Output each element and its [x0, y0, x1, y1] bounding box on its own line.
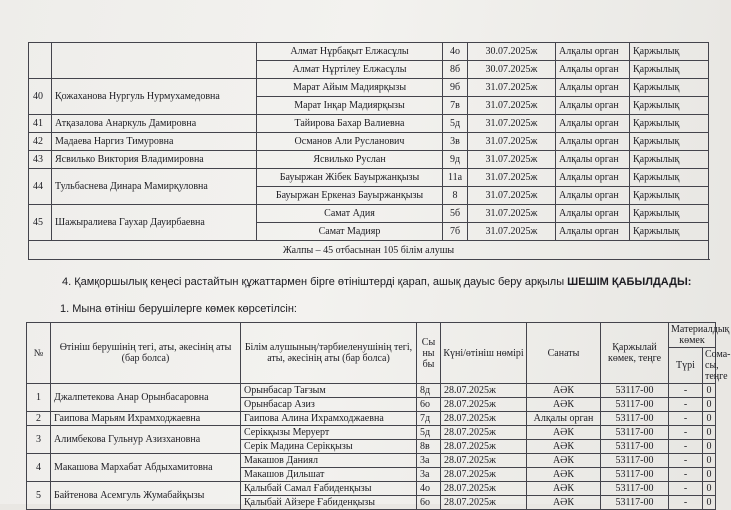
child-name: Алмат Нұртілеу Елжасұлы: [257, 61, 443, 79]
date-cell: 28.07.2025ж: [441, 468, 527, 482]
table-row: [27, 482, 716, 496]
help-type-cell: Қаржылық: [630, 43, 709, 61]
help-type-cell: Қаржылық: [630, 97, 709, 115]
category-cell: Алқалы орган: [556, 151, 630, 169]
help-type-cell: Қаржылық: [630, 79, 709, 97]
class-cell: 5б: [443, 205, 468, 223]
category-cell: Алқалы орган: [556, 205, 630, 223]
class-cell: 6о: [417, 496, 441, 510]
financial-cell: 53117-00: [601, 440, 669, 454]
applicant-name: Алимбекова Гульнур Азизхановна: [51, 426, 241, 454]
financial-cell: 53117-00: [601, 482, 669, 496]
student-name: Қалыбай Айзере Ғабиденқызы: [241, 496, 417, 510]
class-cell: 7в: [443, 97, 468, 115]
material-amount-cell: 0: [703, 454, 716, 468]
class-cell: 8: [443, 187, 468, 205]
table-row: [29, 79, 709, 97]
help-type-cell: Қаржылық: [630, 169, 709, 187]
parent-name: Қожаханова Нургуль Нурмухамедовна: [52, 79, 257, 115]
material-amount-cell: 0: [703, 468, 716, 482]
financial-cell: 53117-00: [601, 454, 669, 468]
subsection-number: 1.: [60, 303, 70, 315]
applicant-name: Джалпетекова Анар Орынбасаровна: [51, 384, 241, 412]
material-amount-cell: 0: [703, 440, 716, 454]
date-cell: 31.07.2025ж: [468, 151, 556, 169]
financial-cell: 53117-00: [601, 384, 669, 398]
header-material: Материалдық көмек: [669, 323, 716, 348]
row-number: 42: [29, 133, 52, 151]
date-cell: 31.07.2025ж: [468, 187, 556, 205]
help-type-cell: Қаржылық: [630, 223, 709, 241]
header-num: №: [27, 323, 51, 384]
header-amount: Сома-сы, теңге: [703, 348, 716, 384]
header-date: Күні/өтініш нөмірі: [441, 323, 527, 384]
parent-name: Шажыралиева Гаухар Дауирбаевна: [52, 205, 257, 241]
date-cell: 28.07.2025ж: [441, 440, 527, 454]
category-cell: АӘК: [527, 426, 601, 440]
child-name: Марат Айым Мадиярқызы: [257, 79, 443, 97]
assistance-table-header: [27, 323, 731, 384]
material-type-cell: -: [669, 454, 703, 468]
row-number: 2: [27, 412, 51, 426]
category-cell: Алқалы орган: [556, 169, 630, 187]
child-name: Марат Інқар Мадиярқызы: [257, 97, 443, 115]
table-row: [29, 205, 709, 223]
row-number: 43: [29, 151, 52, 169]
help-type-cell: Қаржылық: [630, 187, 709, 205]
student-name: Макашов Дильшат: [241, 468, 417, 482]
decision-heading: [62, 276, 691, 288]
date-cell: 31.07.2025ж: [468, 79, 556, 97]
material-amount-cell: 0: [703, 482, 716, 496]
date-cell: 28.07.2025ж: [441, 398, 527, 412]
row-number: 45: [29, 205, 52, 241]
date-cell: 28.07.2025ж: [441, 426, 527, 440]
date-cell: 28.07.2025ж: [441, 482, 527, 496]
header-financial: Қаржылай көмек, теңге: [601, 323, 669, 384]
row-number: 1: [27, 384, 51, 412]
category-cell: Алқалы орган: [556, 223, 630, 241]
assistance-table: [26, 322, 731, 510]
total-summary: Жалпы – 45 отбасынан 105 білім алушы: [29, 241, 709, 260]
category-cell: Алқалы орган: [556, 187, 630, 205]
subsection-text: Мына өтініш берушілерге көмек көрсетілсін:: [72, 303, 297, 315]
material-amount-cell: 0: [703, 384, 716, 398]
assistance-table-body: [27, 384, 716, 510]
class-cell: 11а: [443, 169, 468, 187]
row-number: 44: [29, 169, 52, 205]
category-cell: АӘК: [527, 398, 601, 412]
date-cell: 31.07.2025ж: [468, 205, 556, 223]
class-cell: 4о: [417, 482, 441, 496]
class-cell: 5д: [417, 426, 441, 440]
date-cell: 31.07.2025ж: [468, 169, 556, 187]
date-cell: 31.07.2025ж: [468, 97, 556, 115]
child-name: Бауыржан Жібек Бауыржанқызы: [257, 169, 443, 187]
parent-name: Ясвилько Виктория Владимировна: [52, 151, 257, 169]
class-cell: 3а: [417, 454, 441, 468]
category-cell: Алқалы орган: [556, 43, 630, 61]
category-cell: Алқалы орган: [556, 133, 630, 151]
category-cell: АӘК: [527, 440, 601, 454]
student-name: Орынбасар Азиз: [241, 398, 417, 412]
material-amount-cell: 0: [703, 426, 716, 440]
class-cell: 8б: [443, 61, 468, 79]
table-row: [27, 384, 716, 398]
child-name: Тайирова Бахар Валиевна: [257, 115, 443, 133]
student-name: Серік Мадина Серікқызы: [241, 440, 417, 454]
parent-name: Тульбаснева Динара Мамирқуловна: [52, 169, 257, 205]
category-cell: АӘК: [527, 454, 601, 468]
class-cell: 3а: [417, 468, 441, 482]
date-cell: 28.07.2025ж: [441, 454, 527, 468]
category-cell: Алқалы орган: [556, 115, 630, 133]
table-row: [27, 454, 716, 468]
child-name: Бауыржан Еркеназ Бауыржанқызы: [257, 187, 443, 205]
category-cell: Алқалы орган: [556, 79, 630, 97]
table-row: [29, 43, 709, 61]
date-cell: 30.07.2025ж: [468, 43, 556, 61]
row-number: 3: [27, 426, 51, 454]
student-name: Қалыбай Самал Ғабиденқызы: [241, 482, 417, 496]
child-name: Ясвилько Руслан: [257, 151, 443, 169]
header-type: Түрі: [669, 348, 703, 384]
financial-cell: 53117-00: [601, 468, 669, 482]
category-cell: АӘК: [527, 482, 601, 496]
student-name: Орынбасар Тағзым: [241, 384, 417, 398]
category-cell: Алқалы орган: [556, 97, 630, 115]
table-row: [29, 133, 709, 151]
help-type-cell: Қаржылық: [630, 151, 709, 169]
category-cell: АӘК: [527, 468, 601, 482]
row-number: 40: [29, 79, 52, 115]
date-cell: 28.07.2025ж: [441, 384, 527, 398]
parent-name: Атқазалова Анаркуль Дамировна: [52, 115, 257, 133]
decision-label: ШЕШІМ ҚАБЫЛДАДЫ:: [567, 276, 692, 288]
class-cell: 7б: [443, 223, 468, 241]
applications-table-body: [29, 43, 709, 260]
header-applicant: Өтініш берушінің тегі, аты, әкесінің аты (бар болса): [51, 323, 241, 384]
category-cell: Алқалы орган: [556, 61, 630, 79]
class-cell: 7д: [417, 412, 441, 426]
financial-cell: 53117-00: [601, 496, 669, 510]
date-cell: 31.07.2025ж: [468, 223, 556, 241]
row-number: 41: [29, 115, 52, 133]
parent-name: [52, 43, 257, 79]
child-name: Самат Мадияр: [257, 223, 443, 241]
material-type-cell: -: [669, 384, 703, 398]
header-class: Сы ны бы: [417, 323, 441, 384]
parent-name: Мадаева Наргиз Тимуровна: [52, 133, 257, 151]
total-row: [29, 241, 709, 260]
material-type-cell: -: [669, 412, 703, 426]
material-amount-cell: 0: [703, 412, 716, 426]
section-number: 4.: [62, 276, 72, 288]
material-type-cell: -: [669, 440, 703, 454]
student-name: Макашов Даниял: [241, 454, 417, 468]
class-cell: 9д: [443, 151, 468, 169]
material-type-cell: -: [669, 482, 703, 496]
subsection-heading: [60, 303, 297, 315]
table-row: [27, 412, 716, 426]
class-cell: 6о: [417, 398, 441, 412]
applicant-name: Байтенова Асемгуль Жумабайқызы: [51, 482, 241, 510]
header-category: Санаты: [527, 323, 601, 384]
class-cell: 8д: [417, 384, 441, 398]
financial-cell: 53117-00: [601, 412, 669, 426]
financial-cell: 53117-00: [601, 398, 669, 412]
financial-cell: 53117-00: [601, 426, 669, 440]
class-cell: 3в: [443, 133, 468, 151]
row-number: 4: [27, 454, 51, 482]
row-number: [29, 43, 52, 79]
date-cell: 31.07.2025ж: [468, 133, 556, 151]
section-text: Қамқоршылық кеңесі растайтын құжаттармен бірге өтініштерді қарап, ашық дауыс беру арқылы: [74, 276, 565, 288]
help-type-cell: Қаржылық: [630, 133, 709, 151]
header-student: Білім алушының/тәрбиеленушінің тегі, аты, әкесінің аты (бар болса): [241, 323, 417, 384]
material-amount-cell: 0: [703, 398, 716, 412]
category-cell: АӘК: [527, 384, 601, 398]
date-cell: 28.07.2025ж: [441, 412, 527, 426]
class-cell: 5д: [443, 115, 468, 133]
header-row: [27, 323, 716, 348]
table-row: [27, 426, 716, 440]
child-name: Самат Адия: [257, 205, 443, 223]
student-name: Гаипова Алина Ихрамходжаевна: [241, 412, 417, 426]
material-type-cell: -: [669, 496, 703, 510]
category-cell: Алқалы орган: [527, 412, 601, 426]
applicant-name: Макашова Мархабат Абдыхамитовна: [51, 454, 241, 482]
date-cell: 30.07.2025ж: [468, 61, 556, 79]
help-type-cell: Қаржылық: [630, 115, 709, 133]
row-number: 5: [27, 482, 51, 510]
help-type-cell: Қаржылық: [630, 61, 709, 79]
table-row: [29, 115, 709, 133]
child-name: Алмат Нұрбақыт Елжасұлы: [257, 43, 443, 61]
applicant-name: Гаипова Марьям Ихрамходжаевна: [51, 412, 241, 426]
table-row: [29, 169, 709, 187]
category-cell: АӘК: [527, 496, 601, 510]
material-amount-cell: 0: [703, 496, 716, 510]
material-type-cell: -: [669, 468, 703, 482]
help-type-cell: Қаржылық: [630, 205, 709, 223]
date-cell: 28.07.2025ж: [441, 496, 527, 510]
student-name: Серікқызы Меруерт: [241, 426, 417, 440]
material-type-cell: -: [669, 398, 703, 412]
table-row: [29, 151, 709, 169]
child-name: Османов Али Русланович: [257, 133, 443, 151]
applications-table: [28, 42, 709, 260]
class-cell: 4о: [443, 43, 468, 61]
class-cell: 8в: [417, 440, 441, 454]
class-cell: 9б: [443, 79, 468, 97]
material-type-cell: -: [669, 426, 703, 440]
date-cell: 31.07.2025ж: [468, 115, 556, 133]
